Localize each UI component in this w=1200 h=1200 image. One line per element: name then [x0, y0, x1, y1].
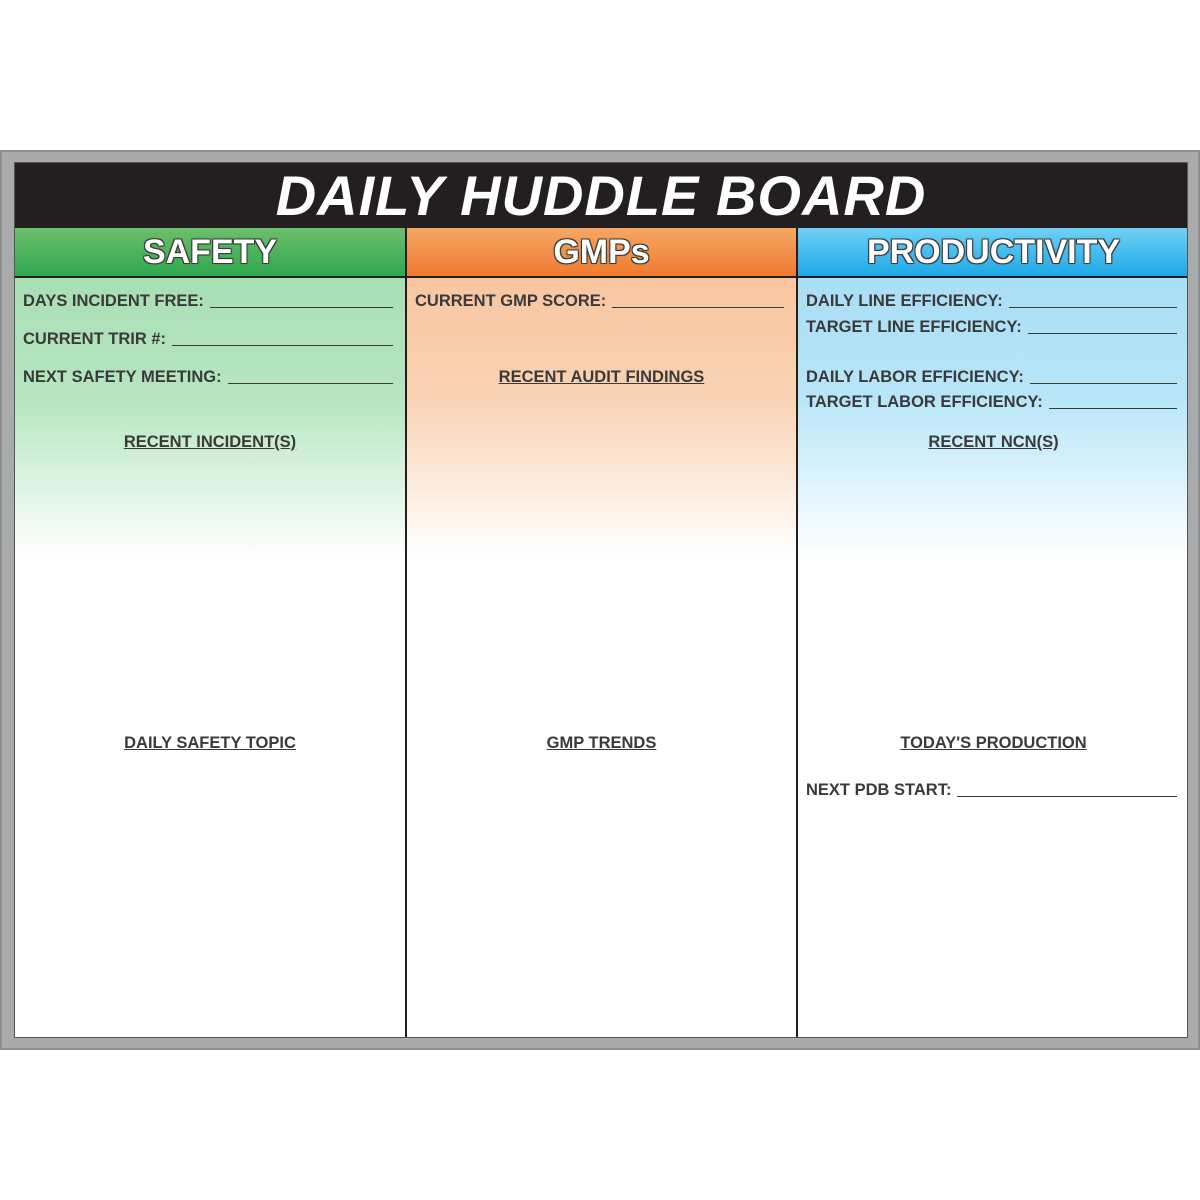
board-surface	[14, 162, 1188, 1038]
productivity-header: PRODUCTIVITY	[798, 228, 1188, 278]
write-in-line	[1009, 307, 1177, 308]
target-line-efficiency-field	[806, 318, 1177, 337]
gmp-trends-heading: GMP TRENDS	[546, 734, 657, 752]
target-labor-efficiency-field	[806, 393, 1177, 412]
write-in-line	[957, 796, 1177, 797]
write-in-line	[612, 307, 784, 308]
next-pdb-start-field	[806, 781, 1177, 800]
write-in-line	[1030, 383, 1177, 384]
days-incident-free-field	[23, 292, 393, 311]
current-gmp-score-field	[415, 292, 784, 311]
safety-body	[15, 278, 405, 1038]
board-title: DAILY HUDDLE BOARD	[15, 163, 1187, 228]
productivity-body	[798, 278, 1188, 1038]
gmps-body	[407, 278, 796, 1038]
current-trir-field	[23, 330, 393, 349]
field-label: CURRENT TRIR #:	[23, 330, 166, 348]
productivity-column	[798, 228, 1188, 1038]
write-in-line	[1049, 408, 1177, 409]
field-label: NEXT PDB START:	[806, 781, 952, 799]
recent-ncns-heading: RECENT NCN(S)	[928, 433, 1059, 451]
field-label: CURRENT GMP SCORE:	[415, 292, 607, 310]
write-in-line	[1028, 333, 1177, 334]
gmps-header: GMPs	[407, 228, 796, 278]
write-in-line	[210, 307, 393, 308]
field-label: TARGET LABOR EFFICIENCY:	[806, 393, 1043, 411]
daily-labor-efficiency-field	[806, 368, 1177, 387]
todays-production-heading: TODAY'S PRODUCTION	[900, 734, 1087, 752]
write-in-line	[172, 345, 393, 346]
field-label: DAILY LINE EFFICIENCY:	[806, 292, 1003, 310]
field-label: TARGET LINE EFFICIENCY:	[806, 318, 1022, 336]
safety-header: SAFETY	[15, 228, 405, 278]
daily-line-efficiency-field	[806, 292, 1177, 311]
board-frame	[0, 150, 1200, 1050]
next-safety-meeting-field	[23, 368, 393, 387]
field-label: DAILY LABOR EFFICIENCY:	[806, 368, 1024, 386]
gmps-column	[407, 228, 798, 1038]
recent-audit-findings-heading: RECENT AUDIT FINDINGS	[498, 368, 705, 386]
field-label: NEXT SAFETY MEETING:	[23, 368, 222, 386]
write-in-line	[228, 383, 393, 384]
recent-incidents-heading: RECENT INCIDENT(S)	[123, 433, 297, 451]
safety-column	[15, 228, 407, 1038]
daily-safety-topic-heading: DAILY SAFETY TOPIC	[124, 734, 296, 752]
field-label: DAYS INCIDENT FREE:	[23, 292, 204, 310]
